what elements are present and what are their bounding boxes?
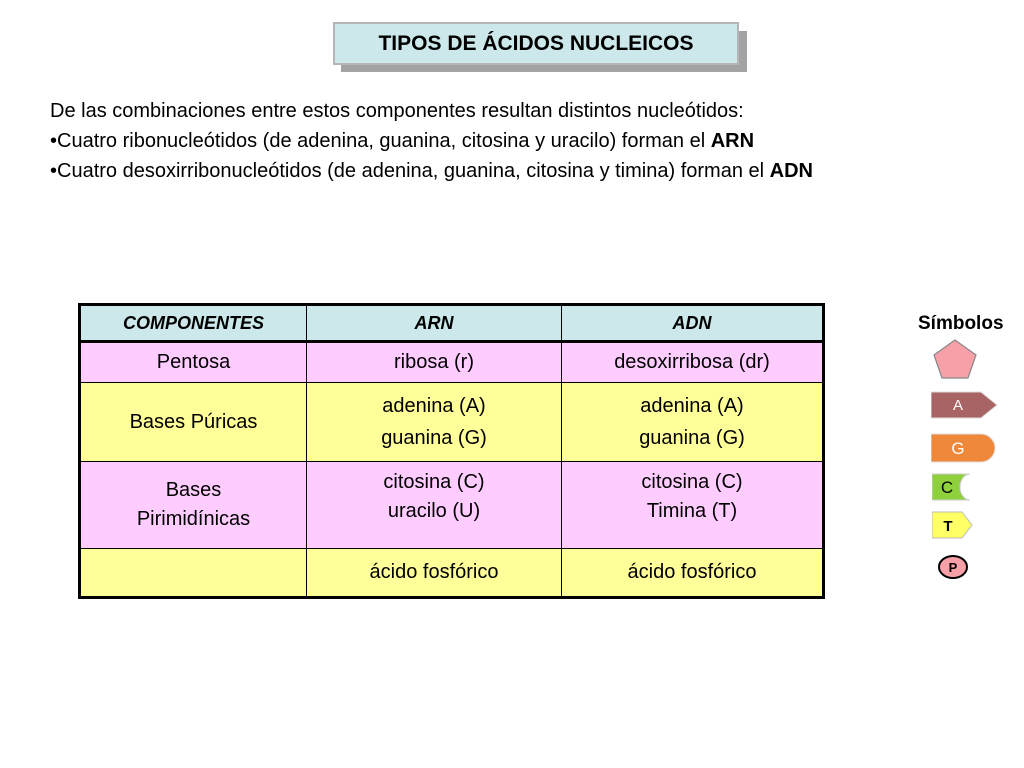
cell-component: Pentosa — [80, 342, 307, 383]
intro-line-2: •Cuatro ribonucleótidos (de adenina, guanina, citosina y uracilo) forman el ARN — [50, 130, 755, 152]
guanine-tab-icon — [931, 433, 997, 463]
phosphate-circle-icon — [937, 554, 969, 580]
intro-line-3: •Cuatro desoxirribonucleótidos (de adenina, guanina, citosina y timina) forman el ADN — [50, 160, 813, 182]
symbols-title: Símbolos — [918, 313, 1004, 334]
page-title: TIPOS DE ÁCIDOS NUCLEICOS — [333, 22, 739, 65]
cell-component: Bases Púricas — [80, 383, 307, 462]
cytosine-tab-icon — [932, 473, 980, 501]
arn-bold: ARN — [710, 130, 755, 152]
adenine-arrow-icon — [931, 391, 999, 419]
intro-line-1: De las combinaciones entre estos componentes resultan distintos nucleótidos: — [50, 100, 744, 122]
cell-arn: ácido fosfórico — [307, 549, 562, 598]
table-header-row — [80, 305, 824, 342]
cell-component — [80, 549, 307, 598]
header-componentes: COMPONENTES — [80, 305, 307, 342]
cell-arn: citosina (C) uracilo (U) — [307, 462, 562, 549]
cell-adn: ácido fosfórico — [562, 549, 824, 598]
table-row-bases-puricas — [80, 383, 824, 462]
table-row-bases-pirimidinicas — [80, 462, 824, 549]
cytosine-label: C — [940, 478, 954, 497]
cell-component: Bases Pirimidínicas — [80, 462, 307, 549]
cell-adn: citosina (C) Timina (T) — [562, 462, 824, 549]
table-row-acido-fosforico — [80, 549, 824, 598]
cell-adn: desoxirribosa (dr) — [562, 342, 824, 383]
cell-adn: adenina (A) guanina (G) — [562, 383, 824, 462]
header-arn: ARN — [307, 305, 562, 342]
header-adn: ADN — [562, 305, 824, 342]
components-table — [78, 303, 825, 599]
adn-bold: ADN — [769, 160, 813, 182]
pentagon-icon — [932, 338, 978, 380]
thymine-tab-icon — [932, 511, 976, 539]
cell-arn: ribosa (r) — [307, 342, 562, 383]
adenine-label: A — [952, 397, 964, 414]
table-row-pentosa — [80, 342, 824, 383]
thymine-label: T — [943, 518, 953, 535]
cell-arn: adenina (A) guanina (G) — [307, 383, 562, 462]
phosphate-label: P — [948, 560, 958, 575]
intro-text — [50, 96, 1024, 186]
guanine-label: G — [951, 439, 965, 458]
